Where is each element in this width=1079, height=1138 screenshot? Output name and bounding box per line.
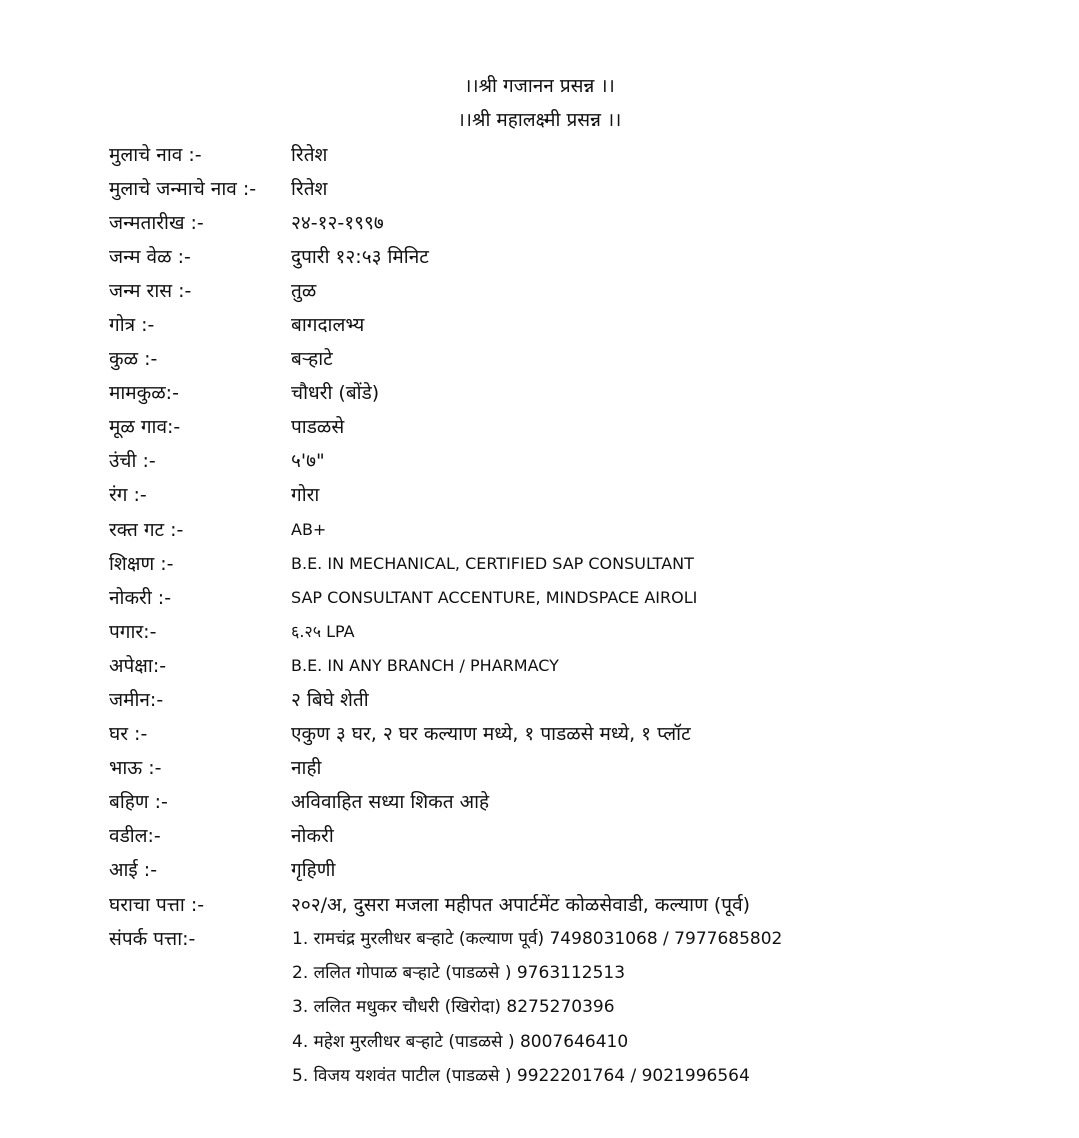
field-label: घराचा पत्ता :- — [109, 894, 205, 916]
contact-entry-5: 5. विजय यशवंत पाटील (पाडळसे ) 9922201764 / 9021996564 — [292, 1066, 750, 1086]
field-value: बागदालभ्य — [291, 314, 365, 336]
field-row-mamkul — [0, 380, 1079, 414]
field-row-salary — [0, 619, 1079, 653]
field-value: दुपारी १२:५३ मिनिट — [291, 246, 429, 268]
field-row-rashi — [0, 278, 1079, 312]
field-label: शिक्षण :- — [109, 553, 174, 575]
field-value: पाडळसे — [291, 416, 345, 438]
field-row-education — [0, 551, 1079, 585]
field-value: SAP CONSULTANT ACCENTURE, MINDSPACE AIROLI — [291, 588, 698, 607]
field-value: २०२/अ, दुसरा मजला महीपत अपार्टमेंट कोळसेवाडी, कल्याण (पूर्व) — [291, 894, 751, 916]
field-value: चौधरी (बोंडे) — [291, 382, 380, 404]
field-label: मुलाचे जन्माचे नाव :- — [109, 178, 257, 200]
field-value: B.E. IN MECHANICAL, CERTIFIED SAP CONSULTANT — [291, 554, 694, 573]
contact-section — [0, 926, 1079, 960]
field-row-blood-group — [0, 517, 1079, 551]
field-label: मूळ गाव:- — [109, 416, 181, 438]
field-label: रंग :- — [109, 484, 147, 506]
field-row-gotra — [0, 312, 1079, 346]
field-row-father — [0, 823, 1079, 857]
contact-row-3 — [0, 994, 1079, 1028]
field-row-expectation — [0, 653, 1079, 687]
field-value: २४-१२-१९९७ — [291, 212, 384, 234]
field-value: B.E. IN ANY BRANCH / PHARMACY — [291, 656, 559, 675]
field-label: गोत्र :- — [109, 314, 155, 336]
contact-entry-1: 1. रामचंद्र मुरलीधर बऱ्हाटे (कल्याण पूर्व) 7498031068 / 7977685802 — [292, 929, 783, 949]
field-value: ६.२५ LPA — [291, 622, 355, 641]
contact-row-5 — [0, 1063, 1079, 1097]
field-label: मुलाचे नाव :- — [109, 144, 202, 166]
field-row-house — [0, 721, 1079, 755]
field-label: आई :- — [109, 859, 158, 881]
field-row-brother — [0, 755, 1079, 789]
field-row-name — [0, 142, 1079, 176]
field-row-native-village — [0, 414, 1079, 448]
contact-row-2 — [0, 960, 1079, 994]
field-label: जन्म रास :- — [109, 280, 192, 302]
contact-entry-3: 3. ललित मधुकर चौधरी (खिरोदा) 8275270396 — [292, 997, 615, 1017]
contact-entry-4: 4. महेश मुरलीधर बऱ्हाटे (पाडळसे ) 8007646410 — [292, 1032, 629, 1052]
field-label: रक्त गट :- — [109, 519, 184, 541]
field-value: २ बिघे शेती — [291, 689, 369, 711]
field-label: घर :- — [109, 723, 148, 745]
field-value: AB+ — [291, 520, 327, 539]
field-label: जन्मतारीख :- — [109, 212, 204, 234]
field-label: नोकरी :- — [109, 587, 172, 609]
field-row-height — [0, 448, 1079, 482]
field-value: तुळ — [291, 280, 317, 302]
field-label: भाऊ :- — [109, 757, 162, 779]
contact-label: संपर्क पत्ता:- — [109, 928, 196, 950]
field-label: अपेक्षा:- — [109, 655, 167, 677]
field-value: बऱ्हाटे — [291, 348, 333, 370]
field-label: कुळ :- — [109, 348, 158, 370]
field-row-birth-date — [0, 210, 1079, 244]
invocation-mahalakshmi: ।।श्री महालक्ष्मी प्रसन्न ।। — [457, 109, 622, 131]
field-row-home-address — [0, 892, 1079, 926]
field-label: पगार:- — [109, 621, 157, 643]
field-label: जमीन:- — [109, 689, 164, 711]
field-value: गृहिणी — [291, 859, 336, 881]
field-value: नोकरी — [291, 825, 334, 847]
field-row-mother — [0, 857, 1079, 891]
field-value: एकुण ३ घर, २ घर कल्याण मध्ये, १ पाडळसे मध्ये, १ प्लॉट — [291, 723, 691, 745]
field-row-land — [0, 687, 1079, 721]
invocation-gajanan: ।।श्री गजानन प्रसन्न ।। — [464, 75, 615, 97]
field-label: बहिण :- — [109, 791, 168, 813]
field-value: रितेश — [291, 144, 328, 166]
field-row-job — [0, 585, 1079, 619]
field-value: नाही — [291, 757, 322, 779]
field-row-complexion — [0, 482, 1079, 516]
field-row-birth-time — [0, 244, 1079, 278]
field-label: मामकुळ:- — [109, 382, 179, 404]
field-row-birth-name — [0, 176, 1079, 210]
field-row-sister — [0, 789, 1079, 823]
field-label: वडील:- — [109, 825, 161, 847]
field-row-kul — [0, 346, 1079, 380]
field-value: गोरा — [291, 484, 320, 506]
contact-row-4 — [0, 1029, 1079, 1063]
contact-entry-2: 2. ललित गोपाळ बऱ्हाटे (पाडळसे ) 9763112513 — [292, 963, 626, 983]
field-value: अविवाहित सध्या शिकत आहे — [291, 791, 490, 813]
field-label: उंची :- — [109, 450, 156, 472]
field-label: जन्म वेळ :- — [109, 246, 191, 268]
field-value: रितेश — [291, 178, 328, 200]
field-value: ५'७" — [291, 450, 325, 472]
